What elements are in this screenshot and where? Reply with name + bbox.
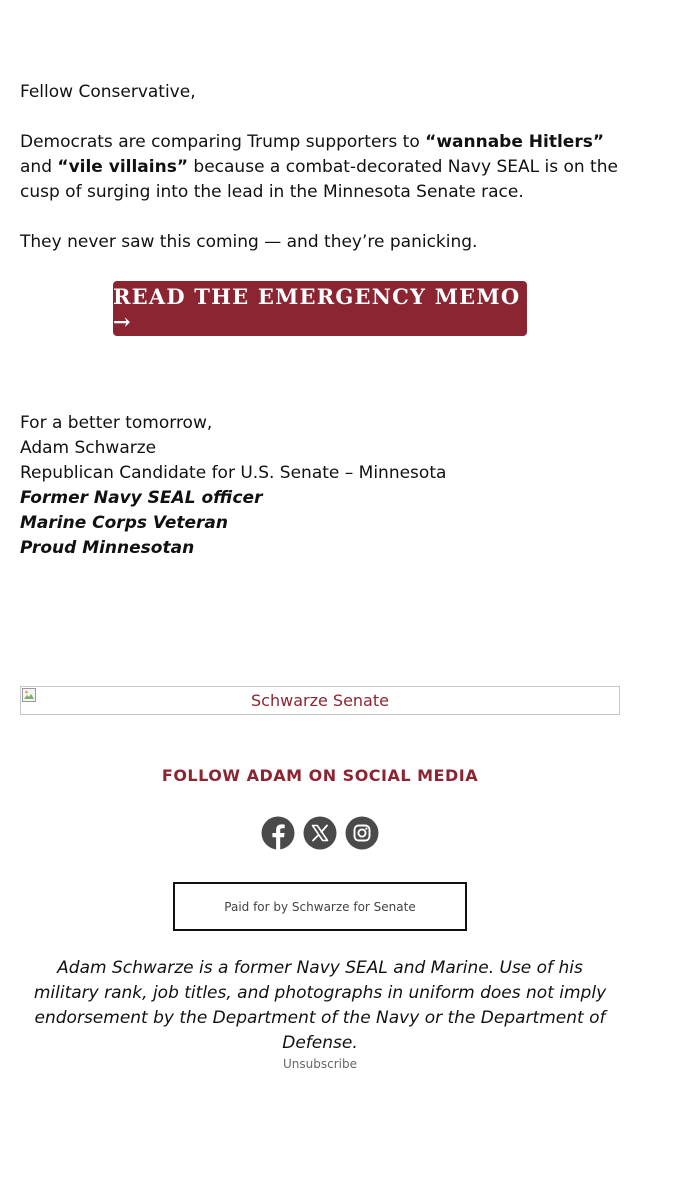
intro-paragraph xyxy=(20,130,620,205)
signature-title: Republican Candidate for U.S. Senate – Minnesota xyxy=(20,463,447,483)
military-disclaimer: Adam Schwarze is a former Navy SEAL and Marine. Use of his military rank, job titles, and photographs in uniform does not imply endorsement by the Department of the Navy or the Department of Defense. xyxy=(33,958,607,1053)
signature-closing: For a better tomorrow, xyxy=(20,413,213,433)
greeting: Fellow Conservative, xyxy=(20,82,196,102)
instagram-link[interactable] xyxy=(345,816,379,850)
x-icon xyxy=(303,816,337,850)
unsubscribe-link[interactable]: Unsubscribe xyxy=(283,1057,357,1071)
follow-heading: FOLLOW ADAM ON SOCIAL MEDIA xyxy=(161,766,479,785)
panic-paragraph: They never saw this coming — and they’re panicking. xyxy=(20,232,478,252)
intro-text-3: because a combat-decorated Navy SEAL is on the cusp of surging into the lead in the Minnesota Senate race. xyxy=(20,157,618,202)
signature-block xyxy=(20,411,640,561)
broken-image-icon xyxy=(22,688,36,702)
banner-alt-text: Schwarze Senate xyxy=(251,691,389,710)
intro-text-2: and xyxy=(20,157,58,177)
signature-credential-marine: Marine Corps Veteran xyxy=(20,513,228,533)
cta-container xyxy=(113,281,527,336)
schwarze-senate-banner[interactable] xyxy=(20,686,620,715)
intro-text-1: Democrats are comparing Trump supporters to xyxy=(20,132,426,152)
facebook-icon xyxy=(261,816,295,850)
signature-credential-minnesotan: Proud Minnesotan xyxy=(20,538,195,558)
facebook-link[interactable] xyxy=(261,816,295,850)
x-link[interactable] xyxy=(303,816,337,850)
read-memo-button[interactable]: READ THE EMERGENCY MEMO → xyxy=(113,281,527,336)
signature-credential-seal: Former Navy SEAL officer xyxy=(20,488,263,508)
quote-vile-villains: “vile villains” xyxy=(57,157,189,177)
signature-name: Adam Schwarze xyxy=(20,438,157,458)
social-links xyxy=(261,816,381,850)
paid-for-disclaimer-box xyxy=(173,882,467,931)
quote-wannabe-hitlers: “wannabe Hitlers” xyxy=(425,132,604,152)
instagram-icon xyxy=(345,816,379,850)
paid-for-text: Paid for by Schwarze for Senate xyxy=(224,899,416,914)
letter-body xyxy=(20,80,620,280)
